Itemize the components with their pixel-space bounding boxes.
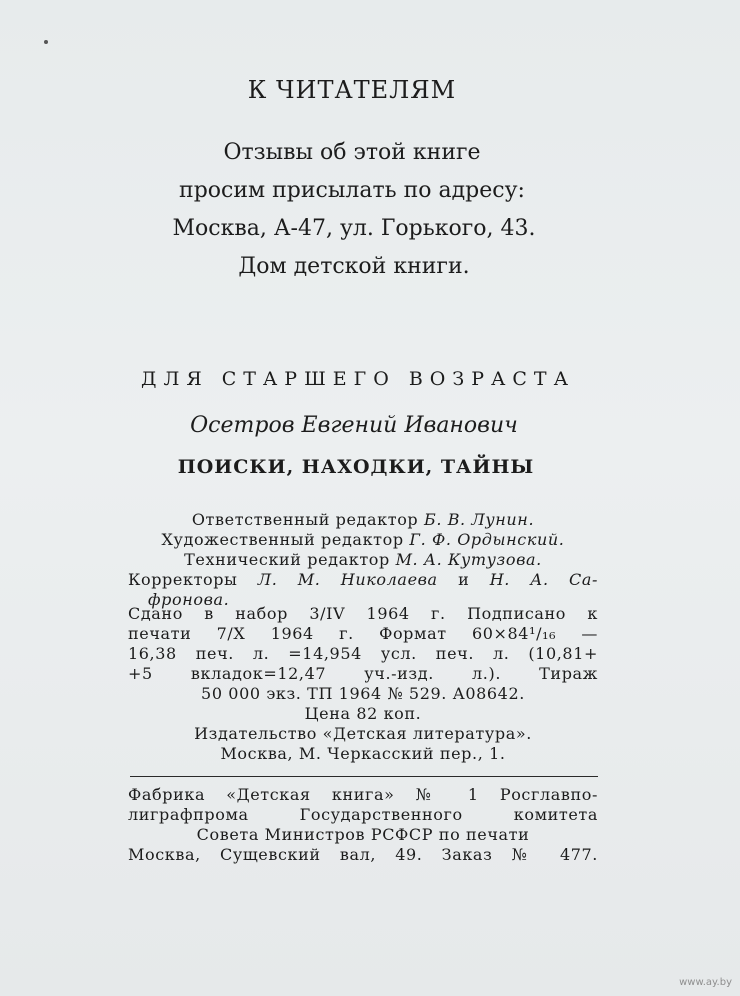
readers-heading: К ЧИТАТЕЛЯМ — [247, 76, 457, 104]
print-details-block — [128, 604, 598, 704]
publisher-line: Издательство «Детская литература». — [194, 724, 532, 743]
factory-block — [128, 785, 598, 865]
print-detail-line: +5 вкладок=12,47 уч.-изд. л.). Тираж — [128, 664, 598, 683]
site-watermark: www.ay.by — [679, 977, 732, 988]
editor-role: Художественный редактор — [161, 530, 404, 549]
editor-conjunction: и — [458, 570, 470, 589]
price: Цена 82 коп. — [304, 704, 422, 723]
publisher-line: Москва, М. Черкасский пер., 1. — [220, 744, 506, 763]
address-line-3: Москва, А-47, ул. Горького, 43. — [172, 216, 536, 241]
age-group-label: ДЛЯ СТАРШЕГО ВОЗРАСТА — [141, 368, 575, 390]
factory-line: Москва, Сущевский вал, 49. Заказ № 477. — [128, 845, 598, 864]
editor-name: Г. Ф. Ордынский. — [409, 530, 565, 549]
address-line-2: просим присылать по адресу: — [179, 178, 525, 203]
editor-name: М. А. Кутузова. — [395, 550, 542, 569]
print-detail-line: 50 000 экз. ТП 1964 № 529. А08642. — [201, 684, 525, 703]
factory-line: лиграфпрома Государственного комитета — [128, 805, 598, 824]
editor-line — [128, 530, 598, 550]
editor-line — [128, 570, 598, 590]
editor-role: Ответственный редактор — [191, 510, 419, 529]
factory-line: Фабрика «Детская книга» № 1 Росглавпо- — [128, 785, 598, 804]
divider-rule — [130, 776, 598, 777]
editor-role: Корректоры — [128, 570, 238, 589]
editor-line — [128, 550, 598, 570]
editor-role: Технический редактор — [184, 550, 390, 569]
ink-speck — [44, 40, 48, 44]
editor-name-continuation: фронова. — [148, 590, 230, 609]
address-line-4: Дом детской книги. — [238, 254, 470, 279]
editor-line — [128, 510, 598, 530]
factory-line: Совета Министров РСФСР по печати — [196, 825, 530, 844]
publisher-block — [128, 704, 598, 764]
print-detail-line: Сдано в набор 3/IV 1964 г. Подписано к — [128, 604, 598, 623]
editor-name: Л. М. Николаева — [257, 570, 438, 589]
address-line-1: Отзывы об этой книге — [223, 140, 481, 165]
print-detail-line: 16,38 печ. л. =14,954 усл. печ. л. (10,81+ — [128, 644, 598, 663]
editors-block — [128, 510, 598, 610]
print-detail-line: печати 7/X 1964 г. Формат 60×84¹/₁₆ — — [128, 624, 598, 643]
editor-name: Б. В. Лунин. — [423, 510, 535, 529]
editor-name: Н. А. Са- — [489, 570, 599, 589]
book-title: ПОИСКИ, НАХОДКИ, ТАЙНЫ — [177, 456, 535, 478]
author-name: Осетров Евгений Иванович — [190, 413, 518, 438]
